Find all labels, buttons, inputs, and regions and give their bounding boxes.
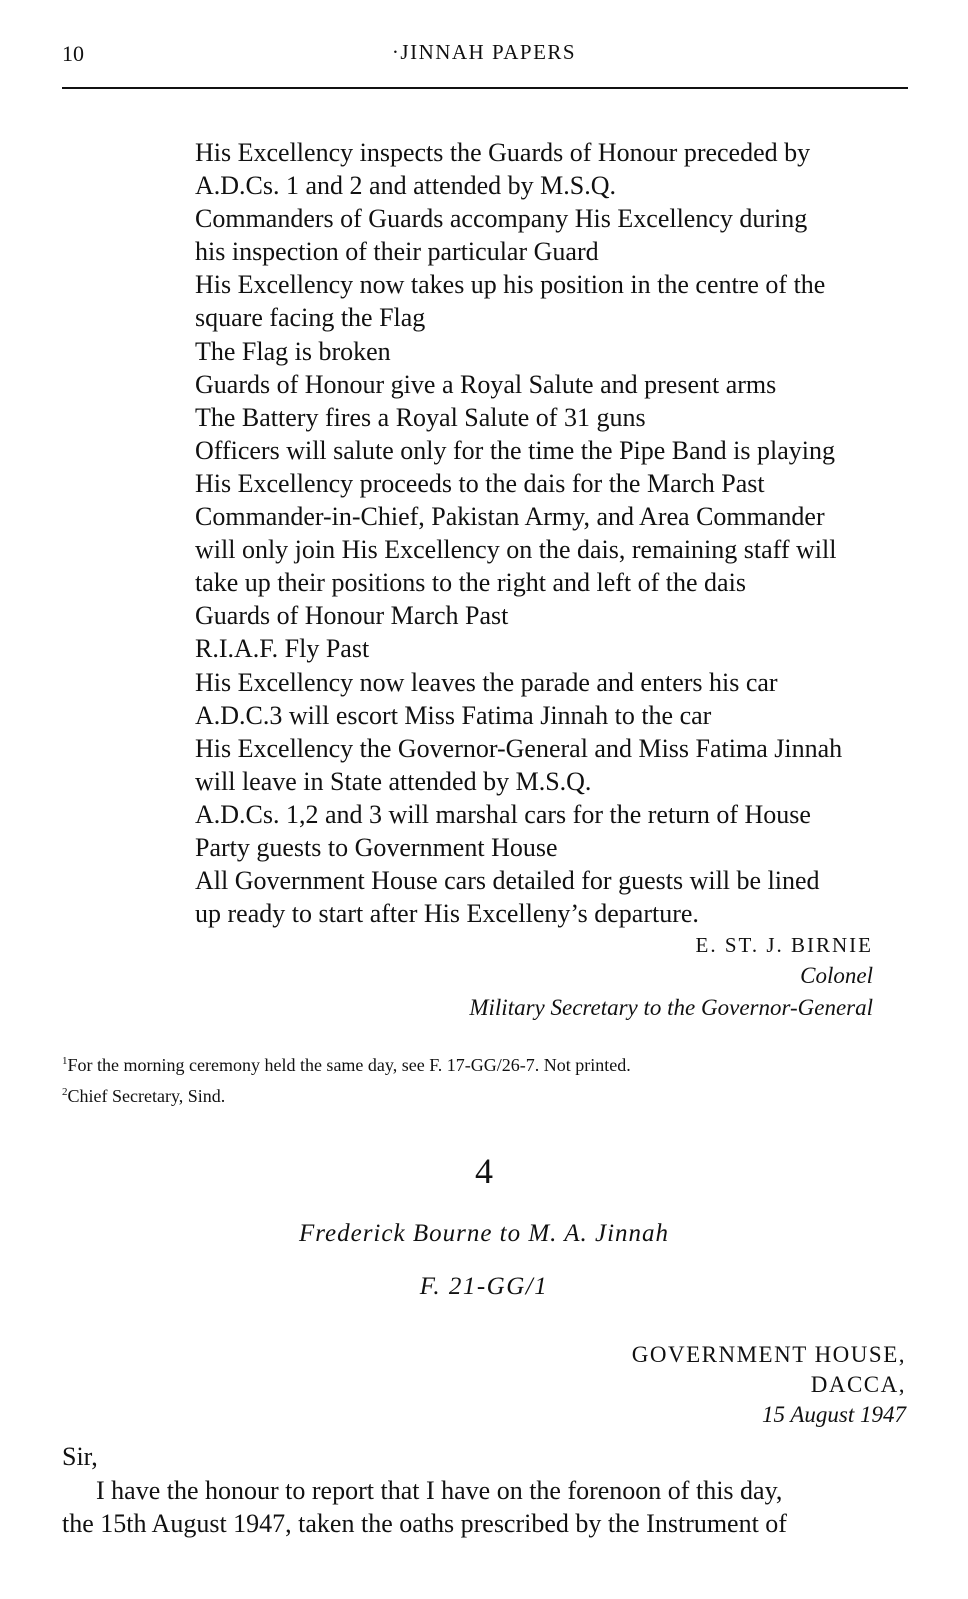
programme-line: Officers will salute only for the time the Pipe Band is playing [195,435,836,465]
footnote-mark: 2 [62,1086,68,1098]
signatory-rank: Colonel [800,963,873,988]
address-line-1: GOVERNMENT HOUSE, [631,1342,906,1367]
programme-line: Guards of Honour give a Royal Salute and present arms [195,369,777,399]
body-line: I have the honour to report that I have on the forenoon of this day, [96,1476,783,1505]
footnotes [62,1048,631,1110]
footnote-text: Chief Secretary, Sind. [67,1086,226,1106]
header-rule [62,87,908,89]
document-number: 4 [475,1151,493,1191]
signatory-title: Military Secretary to the Governor-General [469,995,873,1020]
programme-line: take up their positions to the right and left of the dais [195,568,746,598]
programme-line: A.D.Cs. 1,2 and 3 will marshal cars for the return of House [195,799,811,829]
programme-line: All Government House cars detailed for guests will be lined [195,866,820,896]
footnote-2 [62,1079,631,1110]
programme-line: his inspection of their particular Guard [195,237,599,267]
address-line-2: DACCA, [810,1372,906,1397]
programme-line: up ready to start after His Excelleny’s departure. [195,899,699,929]
document-title: Frederick Bourne to M. A. Jinnah [298,1220,670,1247]
programme-line: The Battery fires a Royal Salute of 31 guns [195,402,646,432]
programme-line: His Excellency now takes up his position in the centre of the [195,270,826,300]
footnote-mark: 1 [62,1055,68,1067]
letter-date: 15 August 1947 [762,1402,906,1427]
programme-line: square facing the Flag [195,303,426,333]
salutation: Sir, [62,1442,98,1471]
file-reference: F. 21-GG/1 [419,1273,549,1300]
programme-line: A.D.C.3 will escort Miss Fatima Jinnah to the car [195,700,712,730]
ceremony-programme [195,136,908,930]
programme-line: R.I.A.F. Fly Past [195,634,370,664]
programme-line: His Excellency proceeds to the dais for the March Past [195,468,765,498]
footnote-text: For the morning ceremony held the same day, see F. 17-GG/26-7. Not printed. [67,1055,631,1075]
letter-body [62,1474,908,1540]
signatory-name: E. ST. J. BIRNIE [695,933,873,957]
programme-line: Party guests to Government House [195,832,558,862]
page-number: 10 [62,41,84,66]
body-line: the 15th August 1947, taken the oaths prescribed by the Instrument of [62,1509,787,1538]
programme-line: His Excellency the Governor-General and Miss Fatima Jinnah [195,733,843,763]
programme-line: Guards of Honour March Past [195,601,509,631]
programme-line: The Flag is broken [195,336,391,366]
programme-line: His Excellency inspects the Guards of Honour preceded by [195,138,811,167]
running-head: ·JINNAH PAPERS [391,40,577,64]
programme-line: Commander-in-Chief, Pakistan Army, and Area Commander [195,502,825,532]
programme-line: A.D.Cs. 1 and 2 and attended by M.S.Q. [195,171,617,201]
programme-line: will only join His Excellency on the dais, remaining staff will [195,535,837,565]
programme-line: Commanders of Guards accompany His Excellency during [195,204,808,234]
programme-line: His Excellency now leaves the parade and enters his car [195,667,778,697]
programme-line: will leave in State attended by M.S.Q. [195,766,592,796]
footnote-1 [62,1048,631,1079]
